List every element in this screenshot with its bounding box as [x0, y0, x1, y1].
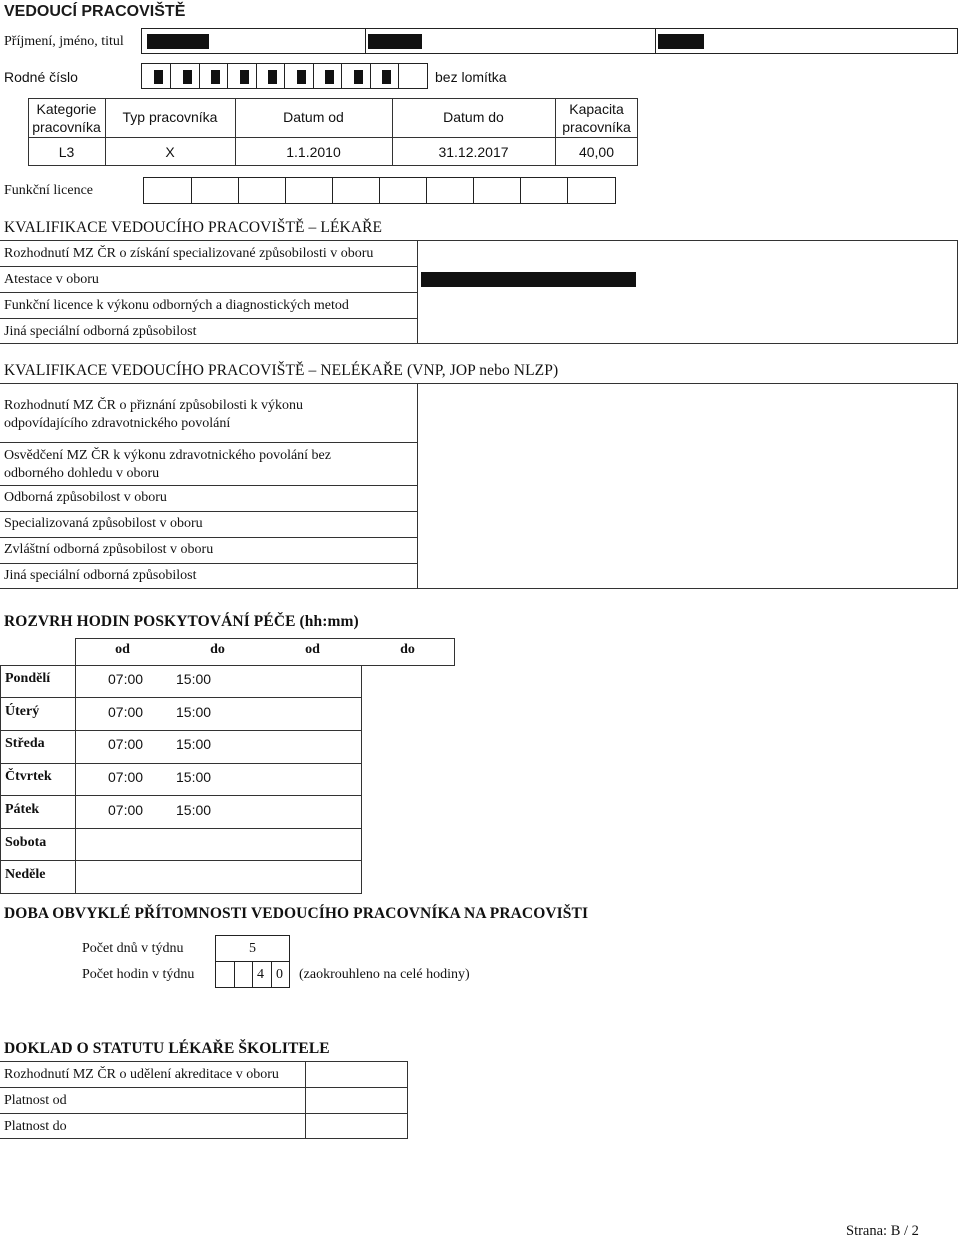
redacted-specialization	[421, 272, 636, 287]
schedule-table	[0, 638, 455, 894]
presence-days-label: Počet dnů v týdnu	[82, 941, 184, 956]
schedule-col-header: do	[400, 642, 415, 657]
presence-hours-digit: 0	[276, 967, 283, 982]
redacted-title	[658, 34, 704, 49]
cell-date-from: 1.1.2010	[286, 144, 341, 160]
page-title: VEDOUCÍ PRACOVIŠTĚ	[4, 3, 186, 20]
presence-days-value: 5	[249, 941, 256, 956]
nondoctor-qual-title: KVALIFIKACE VEDOUCÍHO PRACOVIŠTĚ – NELÉKAŘE (VNP, JOP nebo NLZP)	[4, 362, 559, 379]
nondoctor-qual-row: Rozhodnutí MZ ČR o přiznání způsobilosti k výkonu odpovídajícího zdravotnického povolání	[4, 398, 304, 431]
col-header-category: Kategorie pracovníka	[32, 101, 101, 135]
nondoctor-qual-row: Zvláštní odborná způsobilost v oboru	[4, 542, 214, 557]
cell-type: X	[165, 144, 175, 160]
schedule-from: 07:00	[108, 769, 144, 785]
nondoctor-qual-row: Jiná speciální odborná způsobilost	[4, 568, 197, 583]
name-field-group[interactable]	[141, 28, 958, 54]
schedule-day: Sobota	[5, 835, 47, 850]
presence-hours-digit: 4	[257, 967, 264, 982]
nondoctor-qual-table	[0, 383, 958, 589]
nondoctor-qual-row: Specializovaná způsobilost v oboru	[4, 516, 203, 531]
schedule-to: 15:00	[176, 736, 212, 752]
presence-hours-field[interactable]	[215, 961, 290, 988]
schedule-day: Pátek	[5, 802, 40, 817]
schedule-to: 15:00	[176, 704, 212, 720]
presence-days-field[interactable]	[215, 935, 290, 962]
schedule-col-header: od	[115, 642, 130, 657]
trainer-row: Platnost do	[4, 1119, 67, 1134]
col-header-capacity: Kapacita pracovníka	[562, 101, 631, 135]
schedule-day: Pondělí	[5, 671, 51, 686]
license-field[interactable]	[143, 177, 616, 204]
doctor-qual-row: Atestace v oboru	[4, 272, 99, 287]
col-header-date-to: Datum do	[443, 109, 504, 125]
license-label: Funkční licence	[4, 183, 94, 198]
birth-number-note: bez lomítka	[435, 69, 507, 85]
schedule-day: Čtvrtek	[5, 769, 52, 784]
trainer-title: DOKLAD O STATUTU LÉKAŘE ŠKOLITELE	[4, 1040, 330, 1057]
schedule-to: 15:00	[176, 671, 212, 687]
presence-title: DOBA OBVYKLÉ PŘÍTOMNOSTI VEDOUCÍHO PRACOVNÍKA NA PRACOVIŠTI	[4, 905, 589, 922]
page-number: Strana: B / 2	[846, 1223, 919, 1239]
schedule-title: ROZVRH HODIN POSKYTOVÁNÍ PÉČE (hh:mm)	[4, 613, 359, 630]
doctor-qual-row: Funkční licence k výkonu odborných a diagnostických metod	[4, 298, 349, 313]
nondoctor-qual-row: Odborná způsobilost v oboru	[4, 490, 167, 505]
schedule-col-header: do	[210, 642, 225, 657]
presence-hours-note: (zaokrouhleno na celé hodiny)	[299, 967, 470, 982]
employment-table	[28, 98, 638, 166]
schedule-col-header: od	[305, 642, 320, 657]
cell-capacity: 40,00	[578, 144, 615, 160]
schedule-from: 07:00	[108, 802, 144, 818]
presence-hours-label: Počet hodin v týdnu	[82, 967, 195, 982]
redacted-firstname	[368, 34, 422, 49]
doctor-qual-row: Rozhodnutí MZ ČR o získání specializované způsobilosti v oboru	[4, 246, 374, 261]
schedule-from: 07:00	[108, 736, 144, 752]
schedule-day: Středa	[5, 736, 45, 751]
cell-category: L3	[58, 144, 75, 160]
col-header-type: Typ pracovníka	[122, 109, 218, 125]
schedule-to: 15:00	[176, 769, 212, 785]
trainer-table	[0, 1061, 408, 1139]
cell-date-to: 31.12.2017	[438, 144, 509, 160]
schedule-day: Úterý	[5, 704, 40, 719]
nondoctor-qual-row: Osvědčení MZ ČR k výkonu zdravotnického povolání bez odborného dohledu v oboru	[4, 448, 331, 481]
doctor-qual-table	[0, 240, 958, 344]
schedule-to: 15:00	[176, 802, 212, 818]
trainer-row: Platnost od	[4, 1093, 67, 1108]
doctor-qual-row: Jiná speciální odborná způsobilost	[4, 324, 197, 339]
col-header-date-from: Datum od	[283, 109, 344, 125]
schedule-from: 07:00	[108, 704, 144, 720]
doctor-qual-title: KVALIFIKACE VEDOUCÍHO PRACOVIŠTĚ – LÉKAŘE	[4, 219, 383, 236]
birth-number-field[interactable]	[141, 63, 428, 89]
trainer-row: Rozhodnutí MZ ČR o udělení akreditace v oboru	[4, 1067, 279, 1082]
schedule-from: 07:00	[108, 671, 144, 687]
redacted-surname	[147, 34, 209, 49]
birth-number-label: Rodné číslo	[4, 69, 78, 85]
name-label: Příjmení, jméno, titul	[4, 34, 124, 49]
schedule-day: Neděle	[5, 867, 46, 882]
